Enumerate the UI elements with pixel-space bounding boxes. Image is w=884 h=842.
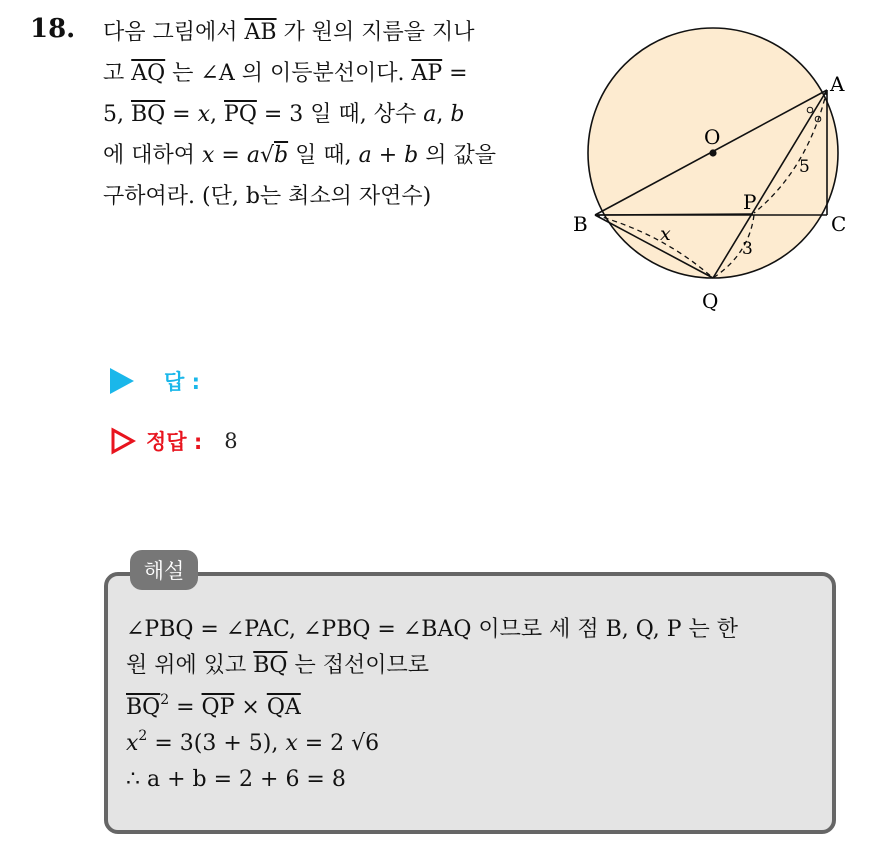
text: = 3(3 + 5), (147, 731, 286, 756)
segment-qa: $\overline{QA}$ (266, 695, 301, 720)
center-point-o (709, 149, 716, 156)
text: 는 접선이므로 (287, 653, 429, 678)
text: = 3 일 때, 상수 (256, 102, 424, 127)
exponent: 2 (160, 692, 170, 708)
text: = (165, 102, 198, 127)
solution-line-3 (126, 690, 818, 726)
text: 다음 그림에서 (103, 20, 245, 45)
label-5: 5 (799, 157, 810, 177)
var-a: a (423, 102, 437, 127)
play-triangle-icon (110, 368, 134, 394)
sqrt-sign: √ (259, 143, 274, 168)
text: 5, (103, 102, 131, 127)
text: 원 위에 있고 (126, 653, 254, 678)
sum-a-b: a + b (358, 143, 419, 168)
segment-bq: $\overline{BQ}$ (253, 653, 288, 678)
label-p: P (743, 190, 757, 214)
text: 고 (103, 61, 132, 86)
correct-answer-label: 정답 : (146, 430, 203, 454)
problem-text (103, 12, 553, 217)
var-x: x (126, 731, 139, 756)
segment-bq: $\overline{BQ}$ (126, 695, 161, 720)
label-x: x (660, 223, 671, 245)
var-b: b (450, 102, 465, 127)
text: 는 ∠A 의 이등분선이다. (165, 61, 412, 86)
solution-line-4 (126, 726, 818, 762)
problem-line-4 (103, 135, 553, 176)
text: = (442, 61, 468, 86)
segment-ap: $\overline{AP}$ (411, 61, 443, 86)
var-a: a (246, 143, 260, 168)
text: , (436, 102, 451, 127)
solution-tag: 해설 (130, 550, 198, 590)
label-q: Q (702, 289, 719, 313)
text: 일 때, (288, 143, 359, 168)
circle-figure (573, 14, 858, 324)
var-x: x (285, 731, 298, 756)
solution-line-5: ∴ a + b = 2 + 6 = 8 (126, 767, 346, 792)
problem-line-1 (103, 12, 553, 53)
solution-box (104, 572, 836, 834)
var-x: x (202, 143, 215, 168)
text: 가 원의 지름을 지나 (276, 20, 475, 45)
var-x: x (197, 102, 211, 127)
problem-line-5: 구하여라. (단, b는 최소의 자연수) (103, 184, 432, 209)
segment-ab: $\overline{AB}$ (244, 20, 277, 45)
var-b: b (274, 143, 289, 168)
label-c: C (831, 212, 847, 236)
label-3: 3 (742, 239, 753, 259)
text: 에 대하여 (103, 143, 202, 168)
correct-answer-value: 8 (224, 429, 238, 453)
text: = 2 √6 (297, 731, 380, 756)
label-b: B (573, 212, 588, 236)
text: = (214, 143, 247, 168)
problem-line-3 (103, 94, 553, 135)
text: = (169, 695, 202, 720)
label-o: O (704, 125, 721, 149)
answer-row (110, 366, 200, 396)
label-a: A (830, 72, 845, 96)
answer-label: 답 : (164, 370, 200, 394)
text: × (234, 695, 267, 720)
exponent: 2 (138, 728, 148, 744)
segment-aq: $\overline{AQ}$ (131, 61, 166, 86)
solution-line-1: ∠PBQ = ∠PAC, ∠PBQ = ∠BAQ 이므로 세 점 B, Q, P 는 한 (126, 617, 738, 642)
correct-answer-row (110, 426, 238, 456)
segment-qp: $\overline{QP}$ (201, 695, 235, 720)
solution-line-2 (126, 648, 818, 684)
segment-bq: $\overline{BQ}$ (130, 102, 166, 127)
text: 의 값을 (418, 143, 496, 168)
outline-triangle-icon (110, 427, 136, 455)
problem-line-2 (103, 53, 553, 94)
text: , (210, 102, 225, 127)
segment-pq: $\overline{PQ}$ (224, 102, 257, 127)
problem-number: 18. (30, 14, 76, 44)
line-bp (595, 214, 753, 215)
